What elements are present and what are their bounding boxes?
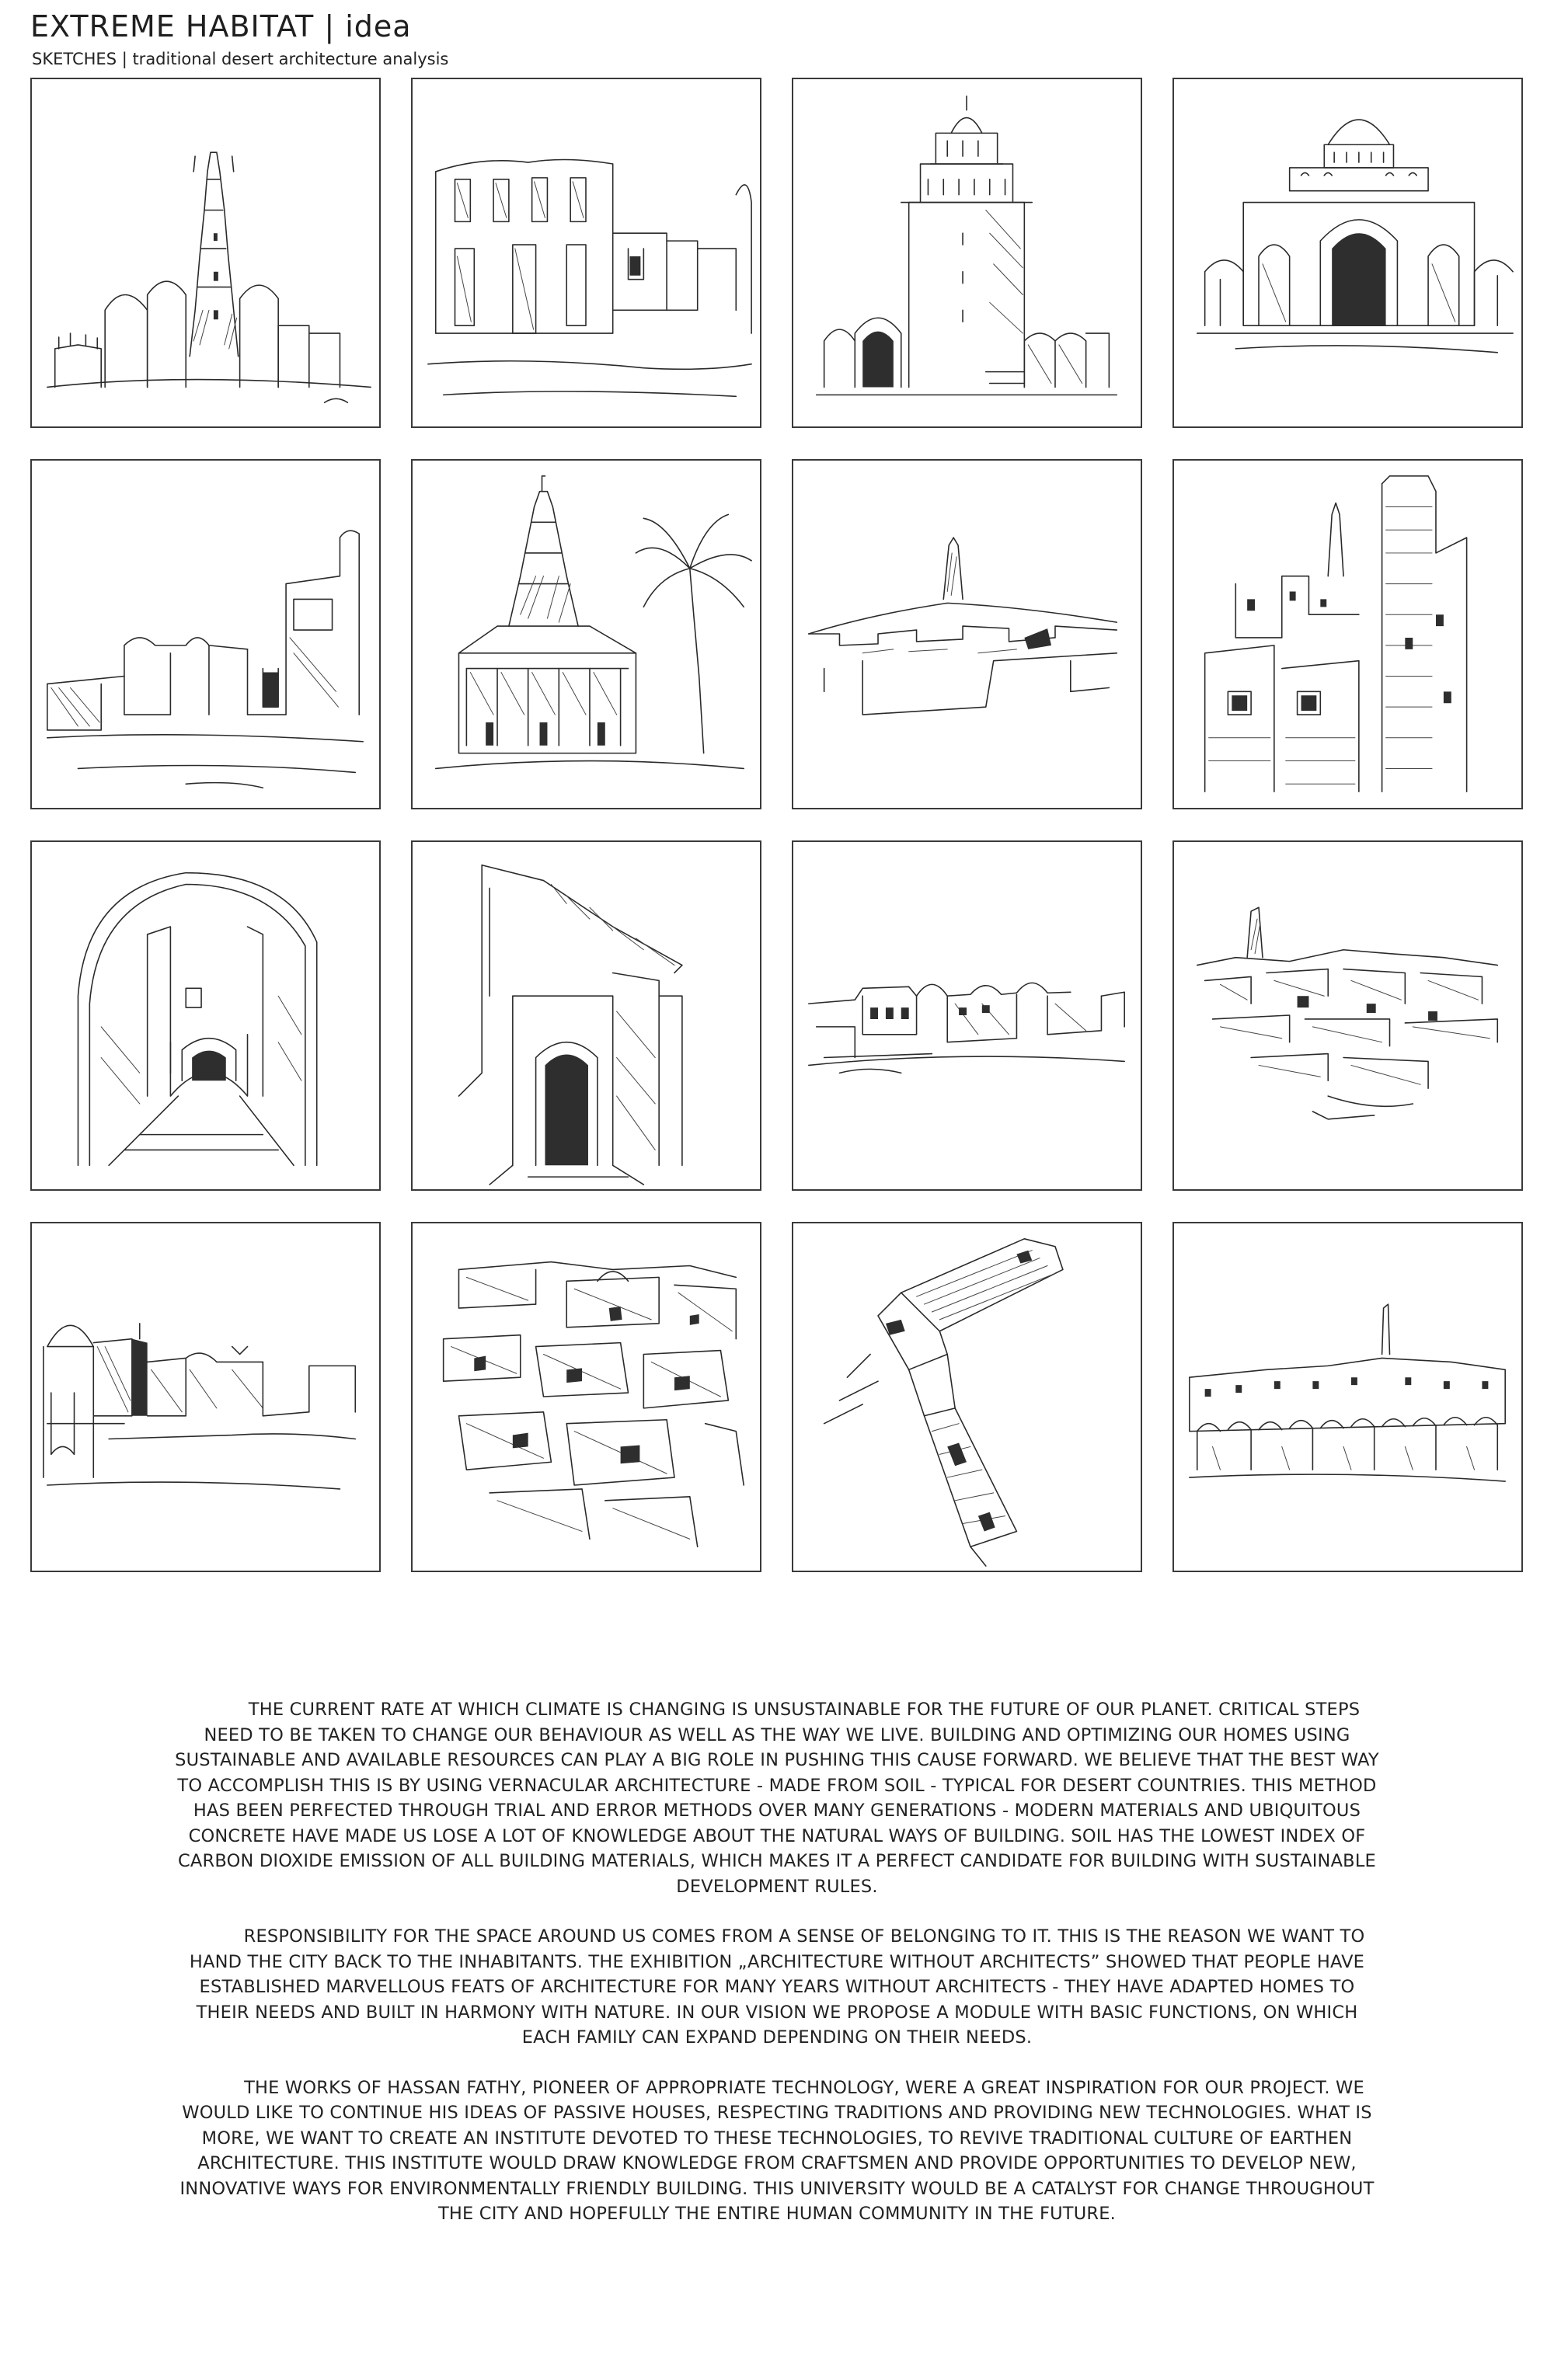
sketch-tile [792, 459, 1142, 809]
conical-minaret-palm-sketch-icon [413, 461, 760, 808]
sketch-tile [30, 1222, 381, 1572]
sketch-tile [30, 78, 381, 428]
page-subtitle: SKETCHES | traditional desert architecture analysis [32, 50, 449, 68]
hillside-town-sketch-icon [1174, 842, 1521, 1189]
sketch-tile [1172, 459, 1523, 809]
sketch-tile [1172, 1222, 1523, 1572]
dense-medina-sketch-icon [413, 1223, 760, 1571]
sketch-tile [1172, 840, 1523, 1191]
sketch-tile [30, 840, 381, 1191]
sketch-tile [411, 459, 761, 809]
ksar-wall-sketch-icon [1174, 1223, 1521, 1571]
sketch-tile [1172, 78, 1523, 428]
description-text [171, 1697, 1383, 2252]
domed-street-sketch-icon [32, 461, 379, 808]
page-header [30, 8, 448, 68]
sketch-tile [411, 1222, 761, 1572]
covered-alley-sketch-icon [413, 842, 760, 1189]
domed-mosque-arcade-sketch-icon [1174, 79, 1521, 426]
square-minaret-tower-sketch-icon [793, 79, 1141, 426]
domed-rooftops-sketch-icon [793, 842, 1141, 1189]
sketch-tile [30, 459, 381, 809]
fortified-walls-sketch-icon [413, 79, 760, 426]
sketch-tile [792, 840, 1142, 1191]
sketch-grid [30, 78, 1523, 1572]
arched-passage-sketch-icon [32, 842, 379, 1189]
sketch-tile [792, 78, 1142, 428]
tower-houses-sketch-icon [1174, 461, 1521, 808]
sketch-tile [411, 840, 761, 1191]
desert-village-skyline-sketch-icon [793, 461, 1141, 808]
sketch-tile [411, 78, 761, 428]
paragraph-climate: THE CURRENT RATE AT WHICH CLIMATE IS CHANGING IS UNSUSTAINABLE FOR THE FUTURE OF OUR PLANET. CRITICAL STEPS NEED TO BE TAKEN TO CHANGE OUR BEHAVIOUR AS WELL AS THE WAY WE LIVE. BUILDING AND OPTIMIZING OUR HOMES USING SUSTAINABLE AND AVAILABLE RESOURCES CAN PLAY A BIG ROLE IN PUSHING THIS CAUSE FORWARD. WE BELIEVE THAT THE BEST WAY TO ACCOMPLISH THIS IS BY USING VERNACULAR ARCHITECTURE - MADE FROM SOIL - TYPICAL FOR DESERT COUNTRIES. THIS METHOD HAS BEEN PERFECTED THROUGH TRIAL AND ERROR METHODS OVER MANY GENERATIONS - MODERN MATERIALS AND UBIQUITOUS CONCRETE HAVE MADE US LOSE A LOT OF KNOWLEDGE ABOUT THE NATURAL WAYS OF BUILDING. SOIL HAS THE LOWEST INDEX OF CARBON DIOXIDE EMISSION OF ALL BUILDING MATERIALS, WHICH MAKES IT A PERFECT CANDIDATE FOR BUILDING WITH SUSTAINABLE DEVELOPMENT RULES. [175, 1700, 1379, 1897]
paragraph-responsibility: RESPONSIBILITY FOR THE SPACE AROUND US COMES FROM A SENSE OF BELONGING TO IT. THIS IS THE REASON WE WANT TO HAND THE CITY BACK TO THE INHABITANTS. THE EXHIBITION „ARCHITECTURE WITHOUT ARCHITECTS” SHOWED THAT PEOPLE HAVE ESTABLISHED MARVELLOUS FEATS OF ARCHITECTURE FOR MANY YEARS WITHOUT ARCHITECTS - THEY HAVE ADAPTED HOMES TO THEIR NEEDS AND BUILT IN HARMONY WITH NATURE. IN OUR VISION WE PROPOSE A MODULE WITH BASIC FUNCTIONS, ON WHICH EACH FAMILY CAN EXPAND DEPENDING ON THEIR NEEDS. [189, 1926, 1365, 2048]
paragraph-hassan-fathy: THE WORKS OF HASSAN FATHY, PIONEER OF APPROPRIATE TECHNOLOGY, WERE A GREAT INSPIRATION FOR OUR PROJECT. WE WOULD LIKE TO CONTINUE HIS IDEAS OF PASSIVE HOUSES, RESPECTING TRADITIONS AND PROVIDING NEW TECHNOLOGIES. WHAT IS MORE, WE WANT TO CREATE AN INSTITUTE DEVOTED TO THESE TECHNOLOGIES, TO REVIVE TRADITIONAL CULTURE OF EARTHEN ARCHITECTURE. THIS INSTITUTE WOULD DRAW KNOWLEDGE FROM CRAFTSMEN AND PROVIDE OPPORTUNITIES TO DEVELOP NEW, INNOVATIVE WAYS FOR ENVIRONMENTALLY FRIENDLY BUILDING. THIS UNIVERSITY WOULD BE A CATALYST FOR CHANGE THROUGHOUT THE CITY AND HOPEFULLY THE ENTIRE HUMAN COMMUNITY IN THE FUTURE. [179, 2077, 1375, 2224]
mud-minaret-sketch-icon [32, 79, 379, 426]
aerial-plan-sketch-icon [793, 1223, 1141, 1571]
dome-and-ruins-sketch-icon [32, 1223, 379, 1571]
sketch-tile [792, 1222, 1142, 1572]
page-title: EXTREME HABITAT | idea [30, 9, 412, 43]
